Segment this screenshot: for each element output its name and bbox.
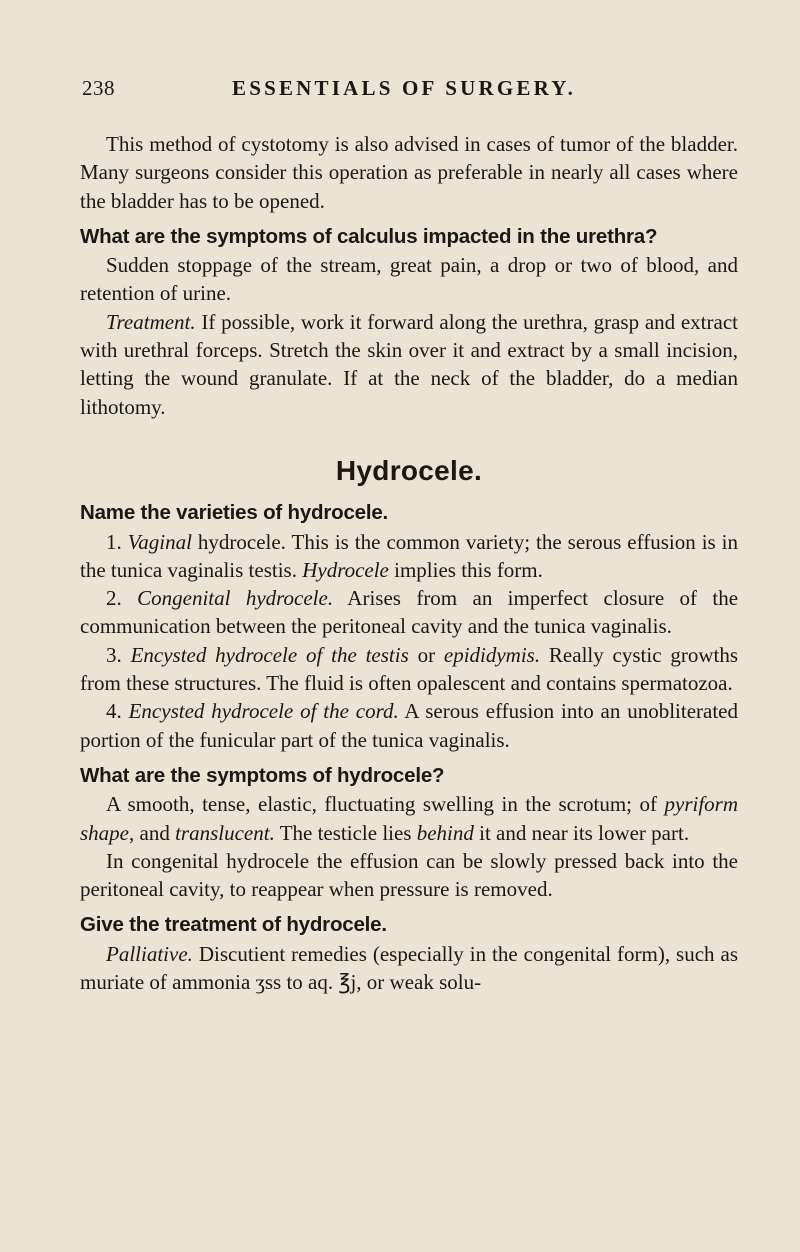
list-number: 3. [106,642,131,667]
paragraph-calculus-treatment [80,308,738,421]
list-number: 4. [106,699,129,724]
treatment-label: Treatment. [106,309,196,334]
variety-text: hydrocele. This is the common variety; the serous effusion is in the tunica vaginalis testis. [80,529,739,582]
variety-text: implies this form. [388,557,543,582]
page-number: 238 [82,76,115,100]
treatment-text: If possible, work it forward along the urethra, grasp and extract with urethral forceps. Stretch the skin over it and extract by a small incision, letting the wound granulate. If at the neck of the bladder, do a median lithotomy. [80,309,738,419]
question-hydrocele-varieties: Name the varieties of hydrocele. [80,501,389,525]
symptom-text: A smooth, tense, elastic, fluctuating swelling in the scrotum; of [106,792,665,817]
symptom-text: , and [129,820,176,845]
paragraph-congenital-effusion: In congenital hydrocele the effusion can be slowly pressed back into the peritoneal cavity, to reappear when pressure is removed. [80,848,738,902]
variety-congenital [80,584,738,641]
question-calculus-urethra: What are the symptoms of calculus impacted in the urethra? [80,224,658,248]
symptom-emphasis: behind [416,820,474,845]
question-hydrocele-symptoms: What are the symptoms of hydrocele? [80,763,445,787]
symptom-text: The testicle lies [274,820,417,845]
variety-label: Encysted hydrocele of the testis [130,642,409,667]
variety-text: or [408,642,444,667]
list-number: 1. [106,529,128,554]
paragraph-palliative-treatment [80,940,738,997]
variety-label: Encysted hydrocele of the cord. [128,699,399,724]
answer-calculus-symptoms: Sudden stoppage of the stream, great pain, a drop or two of blood, and retention of urine. [80,253,738,306]
variety-label: epididymis. [443,642,541,667]
variety-encysted-cord [80,697,738,754]
page-body [80,130,738,996]
running-head [82,76,738,106]
symptom-emphasis: translucent. [175,820,275,845]
section-title-hydrocele: Hydrocele. [335,454,483,486]
variety-label: Congenital hydrocele. [137,586,334,611]
variety-label: Hydrocele [302,557,389,582]
symptom-emphasis: pyriform shape [80,792,738,845]
variety-text: Arises from an imperfect closure of the communication between the peritoneal cavity and the tunica vaginalis. [80,586,739,639]
variety-vaginal [80,528,738,585]
variety-text: A serous effusion into an unobliterated portion of the funicular part of the tunica vaginalis. [80,699,738,752]
list-number: 2. [106,586,138,611]
variety-label: Vaginal [127,529,192,554]
symptom-text: it and near its lower part. [473,820,690,845]
palliative-label: Palliative. [106,941,193,966]
palliative-text: Discutient remedies (especially in the congenital form), such as muriate of ammonia ʒss to aq. ℥j, or weak solu- [80,941,738,995]
question-hydrocele-treatment: Give the treatment of hydrocele. [80,913,387,937]
paragraph-cystotomy: This method of cystotomy is also advised in cases of tumor of the bladder. Many surgeons consider this operation as preferable in nearly all cases where the bladder has to be opened. [80,132,738,213]
variety-text: Really cystic growths from these structures. The fluid is often opalescent and contains spermatozoa. [80,642,738,696]
paragraph-hydrocele-symptoms [80,790,738,847]
running-title: ESSENTIALS OF SURGERY. [232,76,577,100]
variety-encysted-testis [80,641,738,698]
